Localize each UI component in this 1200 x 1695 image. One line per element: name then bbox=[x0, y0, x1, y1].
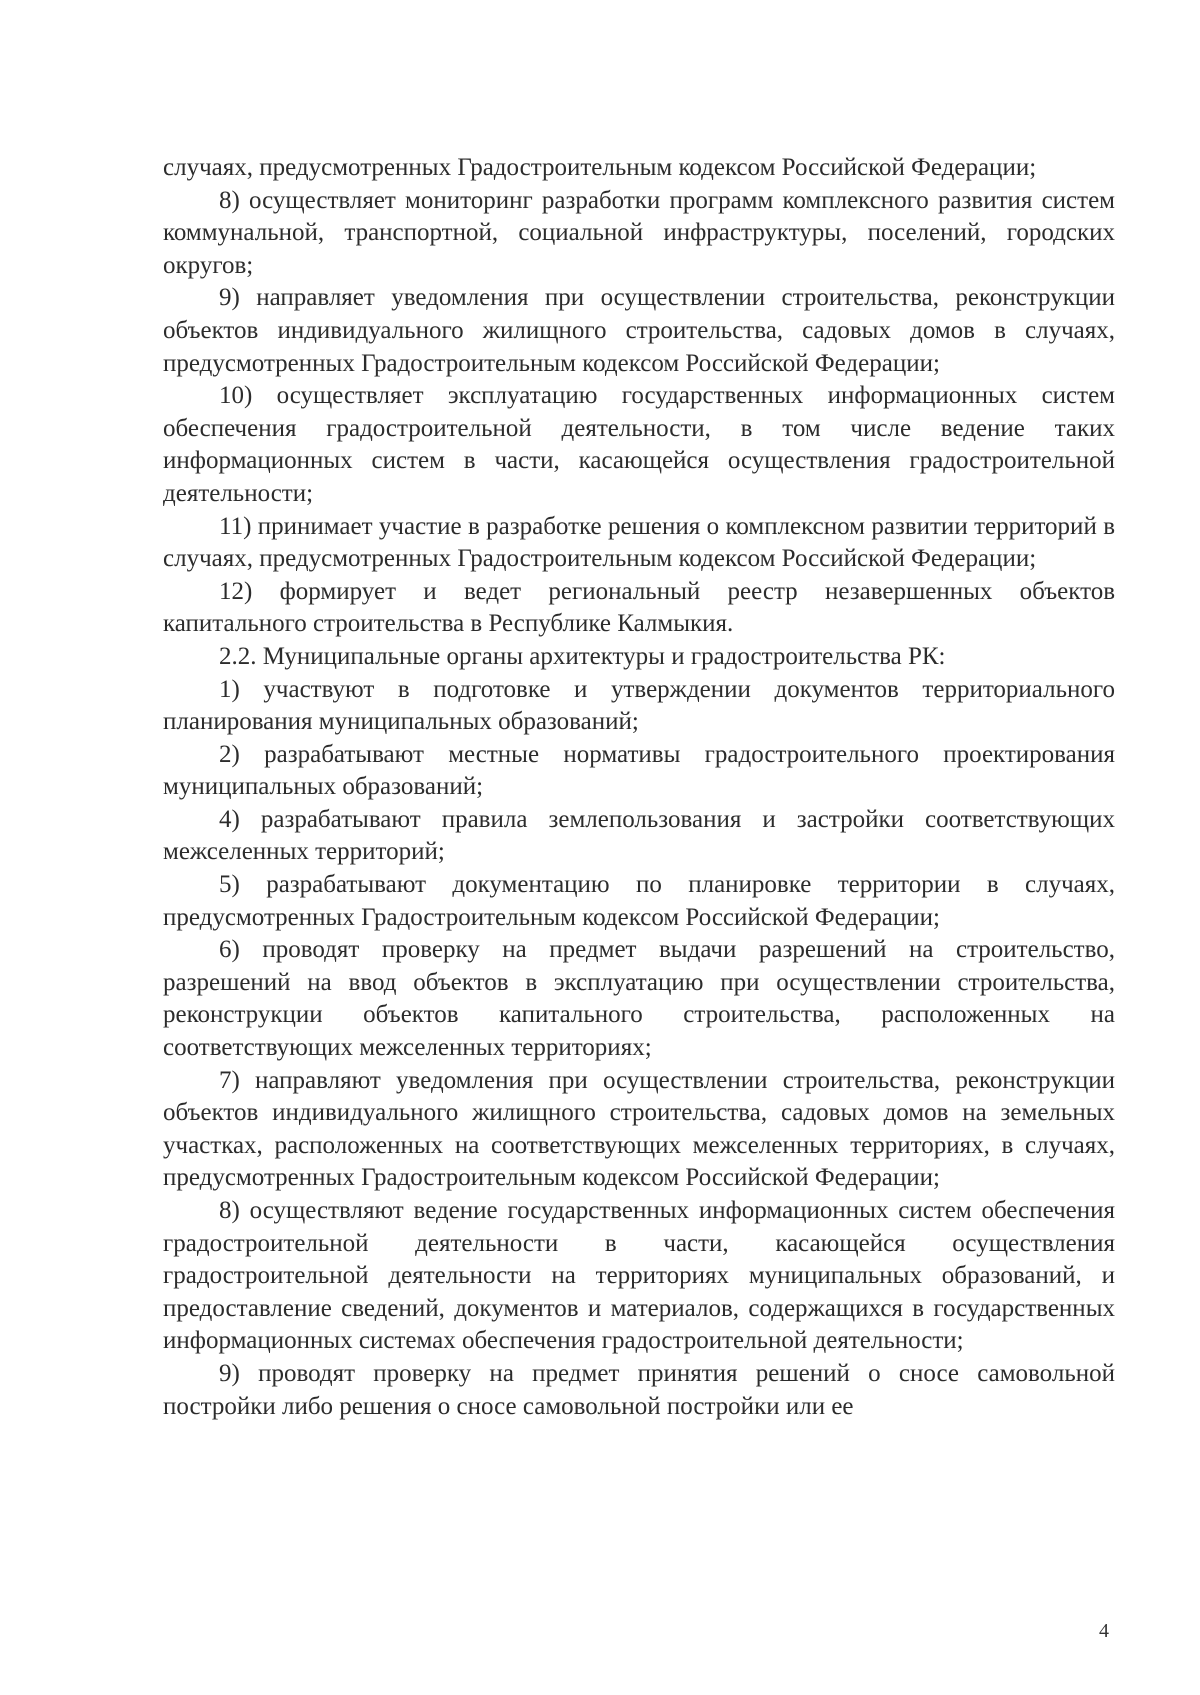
paragraph-municipal-item-5: 5) разрабатывают документацию по планировке территории в случаях, предусмотренных Градостроительным кодексом Российской Федерации; bbox=[163, 871, 1115, 931]
section-heading-2-2: 2.2. Муниципальные органы архитектуры и градостроительства РК: bbox=[219, 642, 946, 670]
document-body bbox=[163, 152, 1115, 1423]
paragraph-municipal-item-6: 6) проводят проверку на предмет выдачи разрешений на строительство, разрешений на ввод объектов в эксплуатацию при осуществлении строительства, реконструкции объектов капитального строительства, расположенных на соответствующих межселенных территориях; bbox=[163, 936, 1115, 1062]
paragraph-municipal-item-1: 1) участвуют в подготовке и утверждении документов территориального планирования муниципальных образований; bbox=[163, 675, 1115, 736]
paragraph-municipal-item-9: 9) проводят проверку на предмет принятия решений о сносе самовольной постройки либо решения о сносе самовольной постройки или ее bbox=[163, 1359, 1115, 1420]
paragraph-municipal-item-8: 8) осуществляют ведение государственных информационных систем обеспечения градостроительной деятельности в части, касающейся осуществления градостроительной деятельности на территориях муниципальных образований, и предоставление сведений, документов и материалов, содержащихся в государственных информационных системах обеспечения градостроительной деятельности; bbox=[163, 1197, 1115, 1355]
paragraph-item-8-monitoring: 8) осуществляет мониторинг разработки программ комплексного развития систем коммунальной, транспортной, социальной инфраструктуры, поселений, городских округов; bbox=[163, 186, 1115, 279]
paragraph-continuation: случаях, предусмотренных Градостроительным кодексом Российской Федерации; bbox=[163, 154, 1037, 181]
page-number: 4 bbox=[1099, 1620, 1109, 1642]
paragraph-item-11-complex-development: 11) принимает участие в разработке решения о комплексном развитии территорий в случаях, предусмотренных Градостроительным кодексом Российской Федерации; bbox=[163, 512, 1115, 573]
paragraph-item-10-info-systems: 10) осуществляет эксплуатацию государственных информационных систем обеспечения градостроительной деятельности, в том числе ведение таких информационных систем в части, касающейся осуществления градостроительной деятельности; bbox=[163, 382, 1115, 507]
paragraph-item-12-registry: 12) формирует и ведет региональный реестр незавершенных объектов капитального строительства в Республике Калмыкия. bbox=[163, 577, 1115, 638]
paragraph-municipal-item-7: 7) направляют уведомления при осуществлении строительства, реконструкции объектов индивидуального жилищного строительства, садовых домов на земельных участках, расположенных на соответствующих межселенных территориях, в случаях, предусмотренных Градостроительным кодексом Российской Федерации; bbox=[163, 1066, 1115, 1192]
paragraph-municipal-item-2: 2) разрабатывают местные нормативы градостроительного проектирования муниципальных образований; bbox=[163, 740, 1115, 801]
paragraph-item-9-notifications: 9) направляет уведомления при осуществлении строительства, реконструкции объектов индивидуального жилищного строительства, садовых домов в случаях, предусмотренных Градостроительным кодексом Российской Федерации; bbox=[163, 284, 1115, 377]
paragraph-municipal-item-4: 4) разрабатывают правила землепользования и застройки соответствующих межселенных территорий; bbox=[163, 805, 1115, 866]
